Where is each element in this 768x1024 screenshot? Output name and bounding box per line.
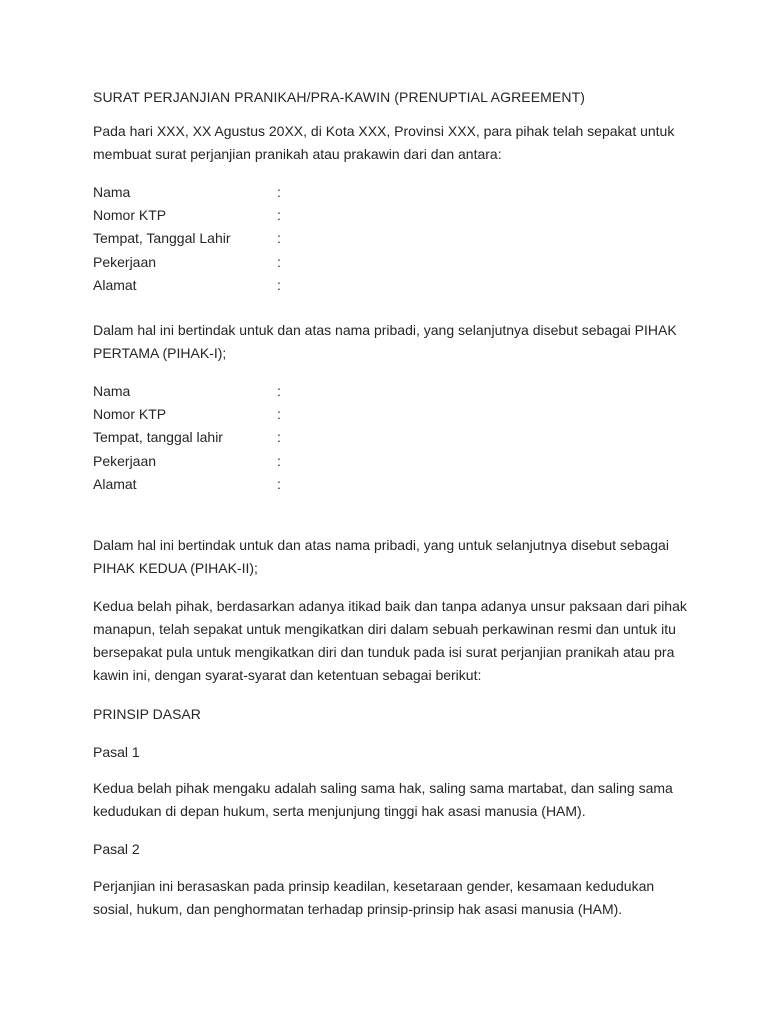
field-colon: : (277, 429, 281, 446)
field-row (93, 403, 393, 426)
field-label: Nama (93, 184, 131, 200)
field-label: Nama (93, 383, 131, 399)
field-label: Tempat, Tanggal Lahir (93, 230, 231, 247)
field-colon: : (277, 406, 281, 423)
party1-statement: Dalam hal ini bertindak untuk dan atas nama pribadi, yang selanjutnya disebut sebagai PIHAK PERTAMA (PIHAK-I); (93, 322, 677, 361)
field-label: Pekerjaan (93, 253, 157, 270)
field-colon: : (277, 276, 281, 293)
field-colon: : (277, 383, 281, 399)
field-label: Alamat (93, 475, 137, 492)
article1-heading: Pasal 1 (93, 744, 140, 760)
field-label: Nomor KTP (93, 406, 167, 423)
field-row (93, 181, 393, 204)
field-colon: : (277, 207, 281, 224)
article1-text: Kedua belah pihak mengaku adalah saling sama hak, saling sama martabat, dan saling sama kedudukan di depan hukum, serta menjunjung tinggi hak asasi manusia (HAM). (93, 780, 673, 819)
party1-identity-fields (93, 181, 393, 297)
field-row (93, 227, 393, 250)
agreement-paragraph: Kedua belah pihak, berdasarkan adanya itikad baik dan tanpa adanya unsur paksaan dari pihak manapun, telah sepakat untuk mengikatkan diri dalam sebuah perkawinan resmi dan untuk itu bersepakat pula untuk mengikatkan diri dan tunduk pada isi surat perjanjian pranikah atau pra kawin ini, dengan syarat-syarat dan ketentuan sebagai berikut: (93, 598, 687, 683)
field-row (93, 251, 393, 274)
field-row (93, 473, 393, 496)
article2-heading: Pasal 2 (93, 841, 140, 857)
party2-identity-fields (93, 380, 393, 496)
field-row (93, 204, 393, 227)
field-colon: : (277, 230, 281, 247)
field-row (93, 450, 393, 473)
field-label: Alamat (93, 276, 137, 293)
field-colon: : (277, 184, 281, 200)
field-colon: : (277, 452, 281, 469)
section-heading: PRINSIP DASAR (93, 706, 201, 722)
field-label: Nomor KTP (93, 207, 167, 224)
field-label: Tempat, tanggal lahir (93, 429, 223, 446)
field-row (93, 380, 393, 403)
opening-paragraph: Pada hari XXX, XX Agustus 20XX, di Kota XXX, Provinsi XXX, para pihak telah sepakat untuk membuat surat perjanjian pranikah atau prakawin dari dan antara: (93, 123, 675, 162)
field-colon: : (277, 475, 281, 492)
field-row (93, 274, 393, 297)
article2-text: Perjanjian ini berasaskan pada prinsip keadilan, kesetaraan gender, kesamaan kedudukan sosial, hukum, dan penghormatan terhadap prinsip-prinsip hak asasi manusia (HAM). (93, 878, 655, 917)
party2-statement: Dalam hal ini bertindak untuk dan atas nama pribadi, yang untuk selanjutnya disebut sebagai PIHAK KEDUA (PIHAK-II); (93, 537, 669, 576)
field-row (93, 426, 393, 449)
document-title: SURAT PERJANJIAN PRANIKAH/PRA-KAWIN (PRENUPTIAL AGREEMENT) (93, 89, 585, 105)
field-colon: : (277, 253, 281, 270)
field-label: Pekerjaan (93, 452, 157, 469)
